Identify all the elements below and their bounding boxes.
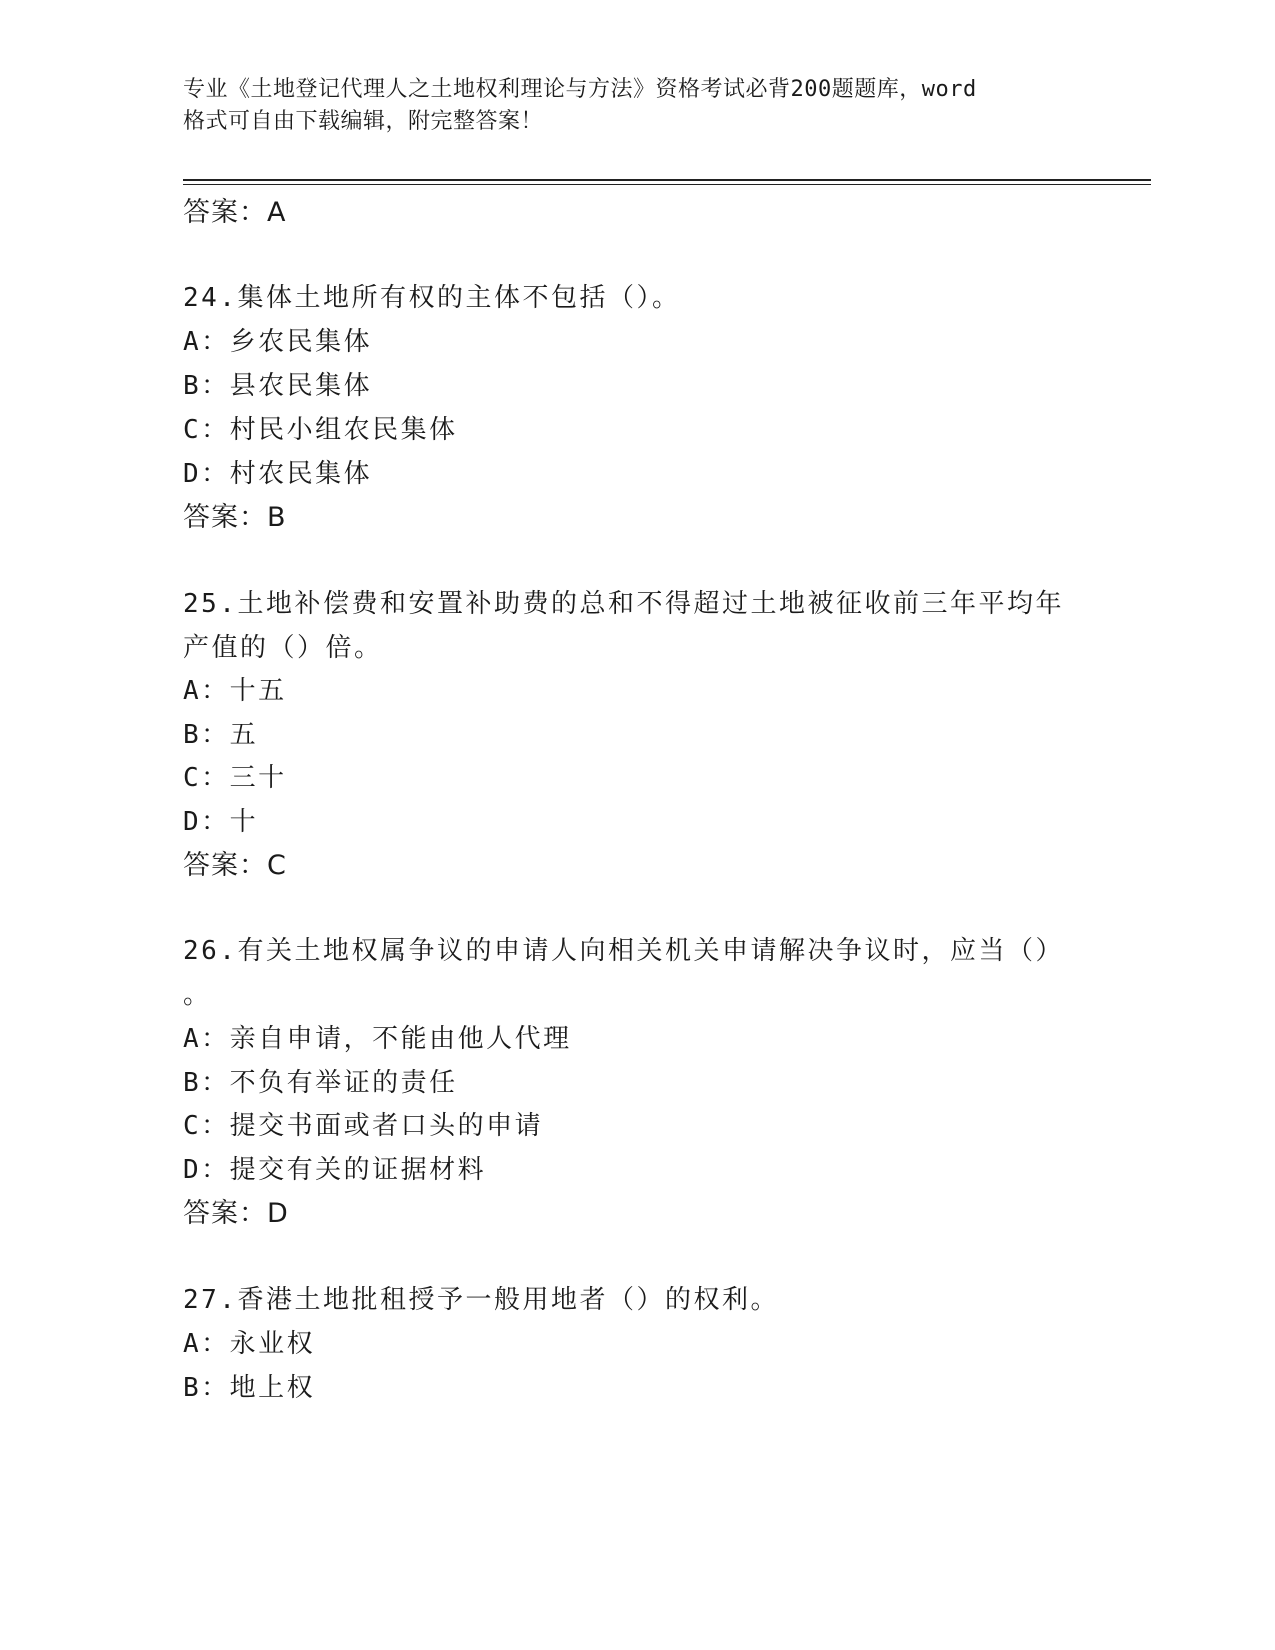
- header-line-2: 格式可自由下载编辑，附完整答案！: [183, 109, 544, 134]
- question-26-option-d: D：提交有关的证据材料: [183, 1155, 487, 1185]
- question-24-answer: 答案：B: [183, 502, 287, 533]
- question-27-option-a: A：永业权: [183, 1329, 316, 1359]
- question-25-option-b: B：五: [183, 720, 259, 750]
- question-24-option-b: B：县农民集体: [183, 371, 373, 401]
- header-divider-thick: [183, 179, 1151, 181]
- question-24-option-c: C：村民小组农民集体: [183, 415, 458, 445]
- document-header: [183, 74, 1053, 138]
- question-26-option-a: A：亲自申请，不能由他人代理: [183, 1024, 572, 1054]
- question-24-option-a: A：乡农民集体: [183, 327, 373, 357]
- question-27-stem: 27.香港土地批租授予一般用地者（）的权利。: [183, 1285, 779, 1315]
- question-25-option-d: D：十: [183, 807, 259, 837]
- question-26-option-c: C：提交书面或者口头的申请: [183, 1111, 544, 1141]
- question-25-stem-line-2: 产值的（）倍。: [183, 633, 383, 663]
- question-25-stem-line-1: 25.土地补偿费和安置补助费的总和不得超过土地被征收前三年平均年: [183, 589, 1064, 619]
- question-25-option-a: A：十五: [183, 676, 287, 706]
- question-26-option-b: B：不负有举证的责任: [183, 1068, 458, 1098]
- question-27-option-b: B：地上权: [183, 1373, 316, 1403]
- question-24-option-d: D：村农民集体: [183, 459, 373, 489]
- header-line-1: 专业《土地登记代理人之土地权利理论与方法》资格考试必背200题题库，word: [183, 77, 977, 102]
- question-26-stem-line-1: 26.有关土地权属争议的申请人向相关机关申请解决争议时，应当（）: [183, 936, 1064, 966]
- question-25-answer: 答案：C: [183, 850, 287, 881]
- question-26-answer: 答案：D: [183, 1198, 289, 1229]
- question-24-stem: 24.集体土地所有权的主体不包括（）。: [183, 283, 681, 313]
- header-divider-thin: [183, 184, 1151, 185]
- question-26-stem-line-2: 。: [183, 980, 212, 1010]
- question-25-option-c: C：三十: [183, 763, 287, 793]
- previous-answer: 答案：A: [183, 197, 287, 228]
